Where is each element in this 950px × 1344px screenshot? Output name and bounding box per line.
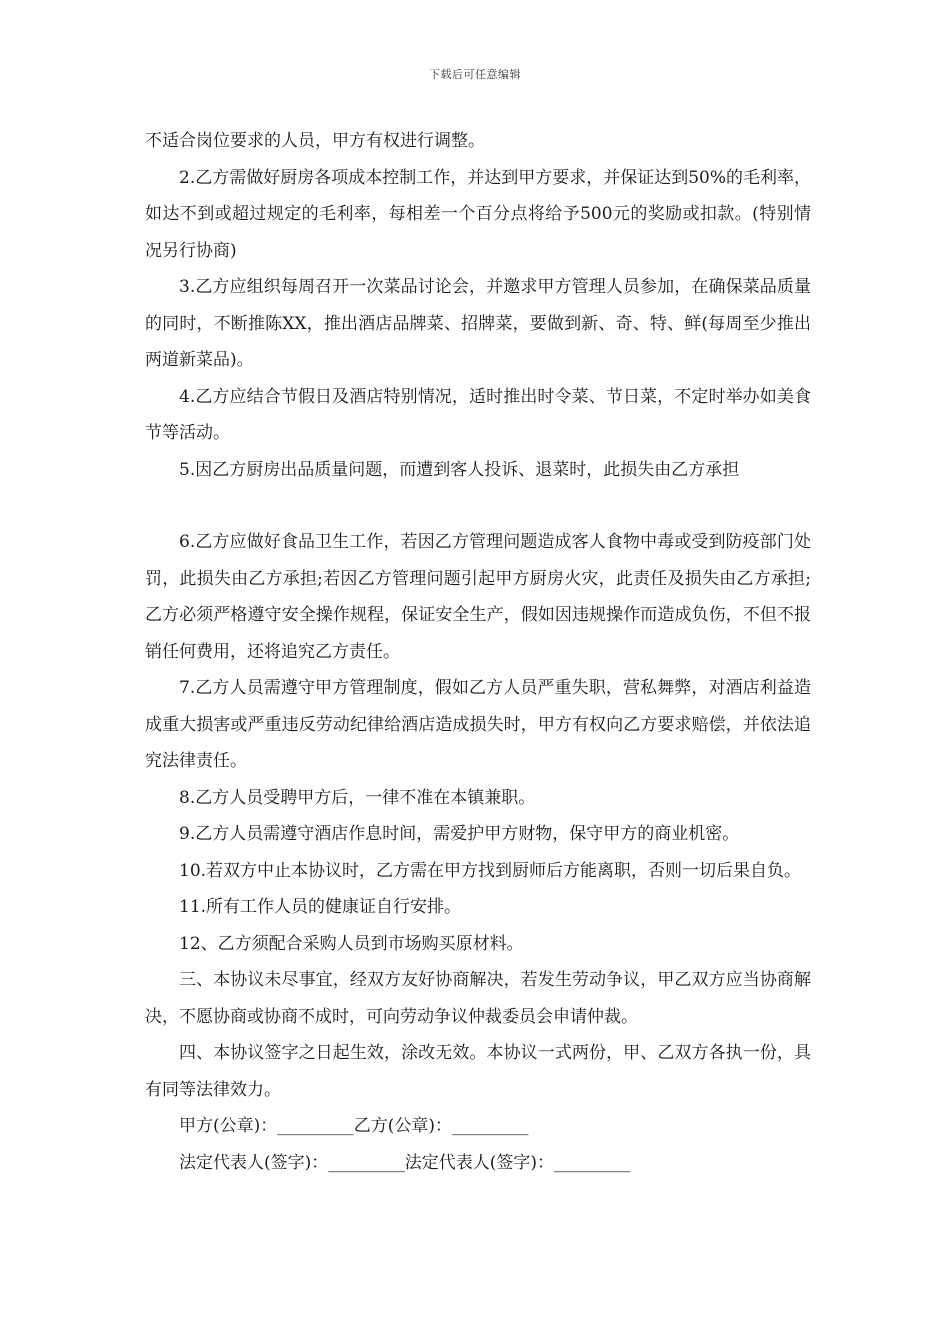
clause-2-cost-control: 2.乙方需做好厨房各项成本控制工作，并达到甲方要求，并保证达到50%的毛利率，如达不到或超过规定的毛利率，每相差一个百分点将给予500元的奖励或扣款。(特别情况另行协商): [145, 167, 812, 261]
clause-12-purchasing: 12、乙方须配合采购人员到市场购买原材料。: [179, 933, 524, 954]
section-3-disputes: 三、本协议未尽事宜，经双方友好协商解决，若发生劳动争议，甲乙双方应当协商解决，不愿协商或协商不成时，可向劳动争议仲裁委员会申请仲裁。: [145, 970, 811, 1027]
clause-11-health-cert: 11.所有工作人员的健康证自行安排。: [179, 897, 462, 917]
section-4-effective: 四、本协议签字之日起生效，涂改无效。本协议一式两份，甲、乙双方各执一份，具有同等法律效力。: [145, 1043, 811, 1100]
clause-8-no-side-jobs: 8.乙方人员受聘甲方后，一律不准在本镇兼职。: [179, 787, 536, 808]
representative-signature-line: 法定代表人(签字)：_________法定代表人(签字)：_________: [179, 1152, 631, 1173]
clause-9-work-hours: 9.乙方人员需遵守酒店作息时间，需爱护甲方财物，保守甲方的商业机密。: [179, 824, 740, 844]
paragraph-gap: [145, 488, 811, 524]
page-header: 下载后可任意编辑: [429, 68, 521, 81]
clause-4-seasonal-dishes: 4.乙方应结合节假日及酒店特别情况，适时推出时令菜、节日菜，不定时举办如美食节等活动。: [145, 386, 811, 443]
clause-10-termination: 10.若双方中止本协议时，乙方需在甲方找到厨师后方能离职，否则一切后果自负。: [179, 860, 802, 881]
clause-3-menu-meeting: 3.乙方应组织每周召开一次菜品讨论会，并邀求甲方管理人员参加，在确保菜品质量的同时，不断推陈XX，推出酒店品牌菜、招牌菜，要做到新、奇、特、鲜(每周至少推出两道新菜品)。: [145, 277, 811, 370]
paragraph-continuation: 不适合岗位要求的人员，甲方有权进行调整。: [145, 131, 485, 151]
clause-7-management-rules: 7.乙方人员需遵守甲方管理制度，假如乙方人员严重失职，营私舞弊，对酒店利益造成重大损害或严重违反劳动纪律给酒店造成损失时，甲方有权向乙方要求赔偿，并依法追究法律责任。: [145, 678, 811, 771]
seal-signature-line: 甲方(公章)：_________乙方(公章)：_________: [179, 1116, 529, 1136]
clause-5-quality-liability: 5.因乙方厨房出品质量问题，而遭到客人投诉、退菜时，此损失由乙方承担: [179, 459, 740, 480]
clause-6-food-safety: 6.乙方应做好食品卫生工作，若因乙方管理问题造成客人食物中毒或受到防疫部门处罚，此损失由乙方承担;若因乙方管理问题引起甲方厨房火灾，此责任及损失由乙方承担;乙方必须严格遵守安全操作规程，保证安全生产，假如因违规操作而造成负伤，不但不报销任何费用，还将追究乙方责任。: [145, 532, 811, 662]
document-body: [145, 123, 811, 1181]
